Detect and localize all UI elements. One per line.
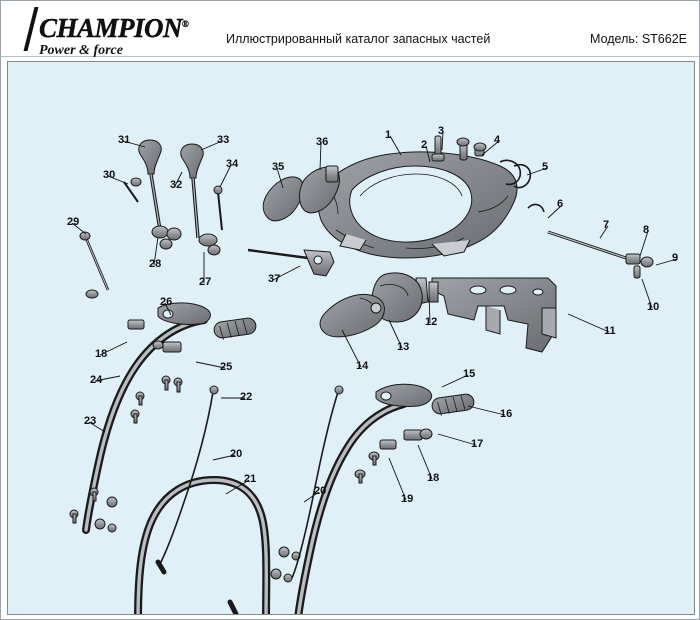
callout-label-27: 27: [199, 276, 212, 288]
callout-label-12: 12: [425, 316, 438, 328]
champion-logo: [29, 7, 219, 58]
callout-label-28: 28: [149, 258, 162, 270]
callout-label-18: 18: [95, 348, 108, 360]
callout-label-14: 14: [356, 360, 369, 372]
callout-label-36: 36: [316, 136, 329, 148]
callout-label-25: 25: [220, 361, 233, 373]
callout-label-1: 1: [385, 129, 392, 141]
callout-label-26: 26: [160, 296, 173, 308]
callout-label-21: 21: [244, 473, 257, 485]
callout-label-18: 18: [427, 472, 440, 484]
logo-registered-icon: ®: [182, 19, 189, 29]
logo-wordmark-text: CHAMPION: [39, 13, 183, 43]
callout-label-5: 5: [542, 161, 549, 173]
callout-label-7: 7: [603, 219, 610, 231]
callout-label-16: 16: [500, 408, 513, 420]
callout-label-20: 20: [230, 448, 243, 460]
callout-label-20: 20: [314, 485, 327, 497]
page-title: Иллюстрированный каталог запасных частей: [226, 32, 491, 46]
callout-label-13: 13: [397, 341, 410, 353]
logo-accent-bar: [24, 7, 39, 51]
callout-label-23: 23: [84, 415, 97, 427]
callout-label-35: 35: [272, 161, 285, 173]
callout-label-10: 10: [647, 301, 660, 313]
callout-label-37: 37: [268, 273, 281, 285]
exploded-parts-diagram: [7, 61, 695, 615]
callout-label-3: 3: [438, 125, 445, 137]
callout-label-30: 30: [103, 169, 116, 181]
callout-label-6: 6: [557, 198, 564, 210]
callout-label-33: 33: [217, 134, 230, 146]
callout-label-34: 34: [226, 158, 239, 170]
callout-label-17: 17: [471, 438, 484, 450]
logo-wordmark: [39, 11, 188, 42]
callout-label-9: 9: [672, 252, 679, 264]
leader-line-11: [568, 314, 609, 332]
callout-label-4: 4: [494, 134, 501, 146]
diagram-artwork: [8, 62, 694, 614]
callout-label-32: 32: [170, 179, 183, 191]
callout-label-11: 11: [604, 325, 616, 337]
callout-label-22: 22: [240, 391, 253, 403]
callout-label-29: 29: [67, 216, 80, 228]
callout-label-15: 15: [463, 368, 476, 380]
callout-label-19: 19: [401, 493, 414, 505]
callout-label-2: 2: [421, 139, 428, 151]
callout-label-24: 24: [90, 374, 103, 386]
callout-label-8: 8: [643, 224, 650, 236]
page-header: [1, 1, 700, 57]
callout-label-31: 31: [118, 134, 131, 146]
logo-tagline: Power & force: [39, 43, 123, 58]
leader-line-1: [390, 136, 401, 155]
model-label: Модель: ST662E: [590, 32, 687, 46]
